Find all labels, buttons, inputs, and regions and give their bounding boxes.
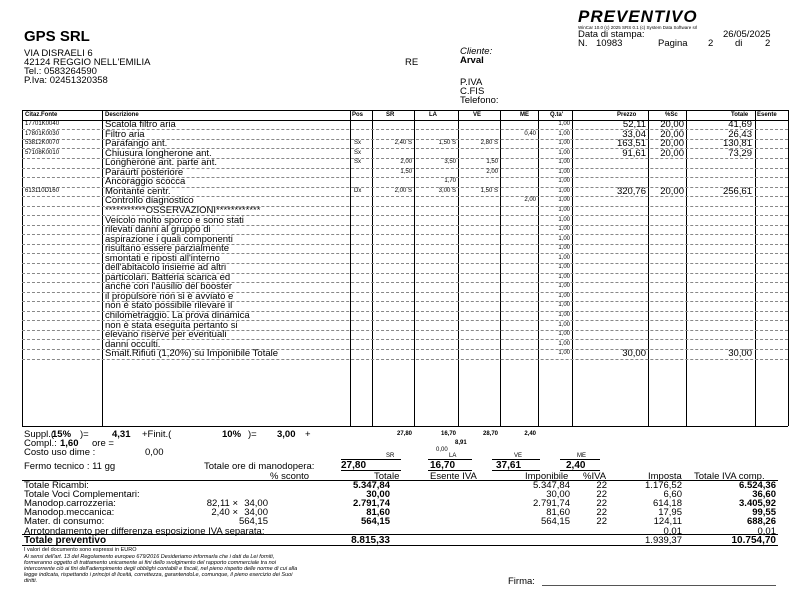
cell-la: 1,70 <box>444 178 456 185</box>
company-city: 42124 REGGIO NELL'EMILIA <box>24 57 151 68</box>
col-la: LA <box>429 112 437 118</box>
hours-ve: 37,61 <box>496 460 522 471</box>
hours-ve-label: VE <box>514 453 523 459</box>
cell-me: 2,00 <box>524 197 536 204</box>
col-qty: Q.ta' <box>550 112 564 118</box>
cell-total: 73,29 <box>728 147 752 159</box>
col-ve: VE <box>473 112 482 118</box>
col-esente: Esente <box>757 112 777 118</box>
cell-qty: 1,00 <box>558 292 570 299</box>
hours-sr-label: SR <box>386 453 395 459</box>
cell-desc: Paraurti posteriore <box>105 166 184 178</box>
cell-total: 41,69 <box>728 119 752 130</box>
cell-desc: Controllo diagnostico <box>105 195 194 207</box>
total-cell-imponibile: 30,00 <box>546 489 570 500</box>
cell-qty: 1,00 <box>558 216 570 223</box>
cell-desc: danni occulti. <box>105 338 161 350</box>
customer-label: Cliente: <box>460 46 493 57</box>
compl-val: 1,60 <box>60 438 79 449</box>
customer-piva-label: P.IVA <box>460 77 483 88</box>
total-cell-label: Manodop.meccanica: <box>24 507 115 518</box>
finit-plus: + <box>305 429 311 440</box>
total-cell-imposta: 6,60 <box>663 489 682 500</box>
total-cell-label: Totale Ricambi: <box>24 480 89 491</box>
grand-imposta: 1.939,37 <box>645 535 682 546</box>
footer-privacy-3: intercorrente ciò ai fini dell'adempimento degli obblighi contabili e fiscali, nel pieno rispetto delle norme di cui alla <box>24 566 298 572</box>
table-row <box>0 349 800 359</box>
print-date: 26/05/2025 <box>723 29 771 40</box>
software-note: WinCar 10.0 (c) 2025 SRS 0.1 (c) System Data Software srl <box>578 25 698 30</box>
total-cell-iva: 22 <box>596 489 607 500</box>
tot-h-sconto: % sconto <box>270 471 310 482</box>
doc-number-label: N. <box>578 38 588 49</box>
doc-title: PREVENTIVO <box>578 7 698 26</box>
hours-label: Totale ore di manodopera: <box>204 461 315 472</box>
total-cell-imposta: 124,11 <box>653 516 682 527</box>
tot-h-iva: %IVA <box>583 471 607 482</box>
total-cell-imposta: 614,18 <box>652 498 682 509</box>
cell-qty: 1,00 <box>558 130 570 137</box>
company-name: GPS SRL <box>24 28 90 45</box>
ore-label: ore = <box>92 438 114 449</box>
supp-label: Suppl.( <box>24 429 55 440</box>
total-cell-imponibile: 2.791,74 <box>533 498 570 509</box>
cell-code: 17701K0040 <box>25 121 60 127</box>
hours-la: 16,70 <box>430 460 456 471</box>
col-sr: SR <box>386 112 395 118</box>
cell-ve: 2,80 S <box>480 140 498 147</box>
total-cell-iva: 22 <box>596 507 607 518</box>
col-me: ME <box>520 112 529 118</box>
cell-code: 613110D160 <box>25 187 59 194</box>
supp-ve: 28,70 <box>482 431 498 437</box>
company-province: RE <box>405 57 419 68</box>
cell-pos: Dx <box>354 187 362 194</box>
cell-price: 30,00 <box>622 348 646 360</box>
cell-qty: 1,00 <box>558 121 570 127</box>
cell-qty: 1,00 <box>558 235 570 242</box>
cell-disc: 20,00 <box>660 128 684 140</box>
total-cell-totale_iva: 99,55 <box>752 507 776 518</box>
cell-qty: 1,00 <box>558 159 570 166</box>
total-cell-totale_iva: 36,60 <box>752 489 776 500</box>
cell-desc: ***********OSSERVAZIONI************ <box>105 204 261 216</box>
cell-sr: 1,50 <box>400 168 412 175</box>
cell-qty: 1,00 <box>558 178 570 185</box>
cell-sr: 2,40 S <box>394 140 412 147</box>
total-cell-totale: 2.791,74 <box>353 498 390 509</box>
cell-desc: non è stato possibile rilevare il <box>105 300 233 312</box>
tot-h-imposta: Imposta <box>648 471 682 482</box>
cell-desc: non è stata eseguita pertanto si <box>105 319 238 331</box>
total-cell-label: Totale Voci Complementari: <box>24 489 140 500</box>
cell-desc: Filtro aria <box>105 128 145 140</box>
total-cell-imposta: 1.176,52 <box>645 480 682 491</box>
total-cell-totale: 564,15 <box>360 516 390 527</box>
ore-val: 8,91 <box>455 440 467 446</box>
cell-ve: 2,00 <box>486 168 498 175</box>
col-pos: Pos <box>352 112 364 118</box>
footer-privacy-4: legge indicata, rispettando i principi di liceità, correttezza, garantendoLe, comunque, il pieno esercizio dei Suoi <box>24 572 293 578</box>
total-cell-iva: 22 <box>596 480 607 491</box>
company-address: VIA DISRAELI 6 <box>24 48 93 59</box>
cell-qty: 1,00 <box>558 226 570 233</box>
table-row <box>0 206 800 216</box>
total-cell-imponibile: 81,60 <box>546 507 570 518</box>
cell-desc: il propulsore non si è avviato e <box>105 290 234 302</box>
cell-desc: elevano riserve per eventuali <box>105 329 227 341</box>
cell-desc: smontati e riposti all'interno <box>105 252 220 264</box>
grand-total: 10.754,70 <box>731 535 776 546</box>
cell-price: 52,11 <box>622 119 646 130</box>
col-desc: Descrizione <box>105 112 139 118</box>
cell-pos: Sx <box>354 140 362 147</box>
cell-disc: 20,00 <box>660 185 684 197</box>
supp-me: 2,40 <box>524 431 536 437</box>
cell-desc: Montante centr. <box>105 185 171 197</box>
cell-qty: 1,00 <box>558 254 570 261</box>
round-imposta: 0,01 <box>663 526 682 537</box>
total-cell-totale_iva: 3.405,92 <box>739 498 776 509</box>
cell-desc: chilometraggio. La prova dinamica <box>105 310 250 321</box>
cell-qty: 1,00 <box>558 197 570 204</box>
cell-total: 256,61 <box>722 185 752 197</box>
costo-val: 0,00 <box>145 447 164 458</box>
cell-price: 91,61 <box>622 147 646 159</box>
cell-code: 53812K0070 <box>25 140 60 147</box>
cell-desc: dell'abitacolo insieme ad altri <box>105 262 227 274</box>
costo-label: Costo uso dime : <box>24 447 96 458</box>
footer-privacy-2: formeranno oggetto di trattamento unicamente ai fini dello svolgimento del rapporto commerciale tra noi <box>24 560 276 566</box>
col-code: Citaz.Fonte <box>25 112 58 118</box>
total-cell-imponibile: 564,15 <box>540 516 570 527</box>
hours-la-label: LA <box>449 453 457 459</box>
round-label: Arrotondamento per differenza esposizione IVA separata: <box>24 526 265 537</box>
total-cell-imponibile: 5.347,84 <box>533 480 570 491</box>
customer-name: Arval <box>460 55 484 66</box>
round-total: 0,01 <box>757 526 776 537</box>
cell-desc: anche con l'ausilio del booster <box>105 281 232 293</box>
finit-eq: )= <box>248 429 257 440</box>
total-cell-totale_iva: 6.524,36 <box>739 480 776 491</box>
page-count: 2 <box>765 38 771 49</box>
cell-qty: 1,00 <box>558 273 570 280</box>
compl-label: Compl.: <box>24 438 57 449</box>
supp-sr: 27,80 <box>396 431 412 437</box>
customer-phone-label: Telefono: <box>460 95 499 106</box>
cell-desc: Smalt.Rifiuti (1,20%) su Imponibile Totale <box>105 348 279 360</box>
cell-qty: 1,00 <box>558 187 570 194</box>
finit-pct: 10% <box>222 429 242 440</box>
cell-total: 130,81 <box>722 138 752 150</box>
cell-total: 26,43 <box>728 128 752 140</box>
customer-cfis-label: C.FIS <box>460 86 485 97</box>
cell-qty: 1,00 <box>558 312 570 318</box>
hours-me-label: ME <box>577 453 586 459</box>
cell-disc: 20,00 <box>660 119 684 130</box>
cell-desc: Parafango ant. <box>105 138 168 150</box>
cell-qty: 1,00 <box>558 168 570 175</box>
cell-sr: 2,00 S <box>394 187 412 194</box>
cell-desc: risultano essere parzialmente <box>105 243 230 255</box>
cell-desc: Ancoraggio scocca <box>105 176 186 188</box>
doc-number: 10983 <box>596 38 623 49</box>
cell-qty: 1,00 <box>558 350 570 357</box>
of-label: di <box>735 38 743 49</box>
cell-desc: particolari. Batteria scarica ed <box>105 271 231 283</box>
cell-qty: 1,00 <box>558 264 570 271</box>
footer-privacy-1: Ai sensi dell'art. 13 del Regolamento europeo 679/2016 Desideriamo informarla che i dati da Lei forniti, <box>24 554 275 560</box>
company-vat: P.Iva: 02451320358 <box>24 75 108 86</box>
cell-qty: 1,00 <box>558 283 570 290</box>
cell-price: 320,76 <box>616 185 646 197</box>
cell-desc: Scatola filtro aria <box>105 119 176 130</box>
total-cell-iva: 22 <box>596 516 607 527</box>
cell-me: 0,40 <box>524 130 536 137</box>
print-date-label: Data di stampa: <box>578 29 645 40</box>
total-cell-imposta: 17,95 <box>658 507 682 518</box>
total-cell-a: 82,11 × <box>206 498 238 509</box>
signature-label: Firma: <box>508 576 535 587</box>
cell-desc: Veicolo molto sporco e sono stati <box>105 214 244 226</box>
signature-line <box>542 585 776 586</box>
cell-pos: Sx <box>354 149 362 156</box>
finit-val: 3,00 <box>277 429 296 440</box>
col-disc: %Sc <box>665 112 678 118</box>
col-total: Totale <box>731 112 749 118</box>
total-cell-b: 34,00 <box>244 498 268 509</box>
cell-qty: 1,00 <box>558 302 570 309</box>
cell-la: 3,50 <box>444 159 456 166</box>
total-cell-b: 34,00 <box>244 507 268 518</box>
cell-qty: 1,00 <box>558 321 570 328</box>
fermo-tecnico: Fermo tecnico : 11 gg <box>24 461 116 472</box>
supp-la: 16,70 <box>440 431 456 437</box>
cell-qty: 1,00 <box>558 331 570 338</box>
total-cell-label: Manodop.carrozzeria: <box>24 498 116 509</box>
total-cell-totale: 5.347,84 <box>353 480 390 491</box>
tot-h-totale-iva: Totale IVA comp. <box>694 471 765 482</box>
dime-val: 0,00 <box>436 447 448 453</box>
page-label: Pagina <box>658 38 688 49</box>
tot-h-totale: Totale <box>374 471 400 482</box>
cell-desc: Chiusura longherone ant. <box>105 147 212 159</box>
cell-la: 3,00 S <box>438 187 456 194</box>
grand-totale: 8.815,33 <box>351 535 390 546</box>
total-cell-totale: 81,60 <box>366 507 390 518</box>
supp-eq: )= <box>80 429 89 440</box>
cell-desc: rilevati danni al gruppo di <box>105 224 211 236</box>
hours-sr: 27,80 <box>341 460 367 471</box>
cell-disc: 20,00 <box>660 147 684 159</box>
cell-qty: 1,00 <box>558 206 570 213</box>
company-phone: Tel.: 0583264590 <box>24 66 97 77</box>
cell-qty: 1,00 <box>558 340 570 347</box>
total-cell-b: 564,15 <box>238 516 268 527</box>
tot-h-imponibile: Imponibile <box>525 471 569 482</box>
cell-disc: 20,00 <box>660 138 684 150</box>
cell-code: 17801K0030 <box>25 130 60 137</box>
supp-pct: 15% <box>52 429 72 440</box>
cell-sr: 2,00 <box>400 159 412 166</box>
cell-code: 57108K0010 <box>25 149 60 156</box>
cell-price: 163,51 <box>616 138 646 150</box>
footer-note-euro: I valori del documento sono espressi in EURO <box>24 547 137 553</box>
total-cell-iva: 22 <box>596 498 607 509</box>
tot-h-esente: Esente IVA <box>430 471 477 482</box>
footer-privacy-5: diritti. <box>24 578 38 584</box>
total-cell-label: Mater. di consumo: <box>24 516 105 527</box>
cell-desc: aspirazione i quali componenti <box>105 233 233 245</box>
hours-me: 2,40 <box>566 460 586 471</box>
total-cell-totale: 30,00 <box>366 489 390 500</box>
cell-qty: 1,00 <box>558 140 570 147</box>
cell-qty: 1,00 <box>558 245 570 252</box>
cell-pos: Sx <box>354 159 362 166</box>
cell-qty: 1,00 <box>558 149 570 156</box>
page-number: 2 <box>708 38 714 49</box>
finit-label: +Finit.( <box>142 429 172 440</box>
cell-ve: 1,50 <box>486 159 498 166</box>
cell-ve: 1,50 S <box>480 187 498 194</box>
cell-desc: Longherone ant. parte ant. <box>105 157 217 169</box>
cell-la: 1,50 S <box>438 140 456 147</box>
col-price: Prezzo <box>617 112 637 118</box>
total-cell-a: 2,40 × <box>211 507 238 518</box>
cell-total: 30,00 <box>728 348 752 360</box>
total-cell-totale_iva: 688,26 <box>746 516 776 527</box>
cell-price: 33,04 <box>622 128 646 140</box>
supp-val: 4,31 <box>112 429 131 440</box>
grand-label: Totale preventivo <box>24 535 107 546</box>
